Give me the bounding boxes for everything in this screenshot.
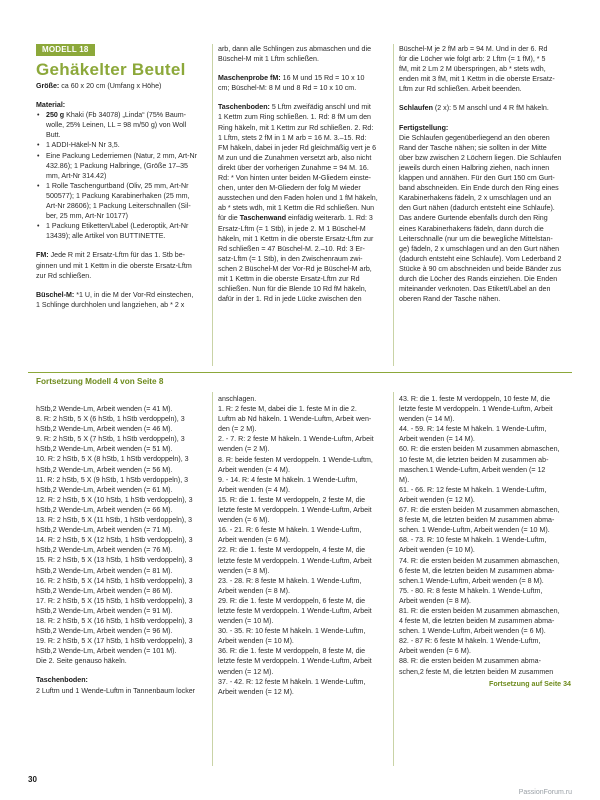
text-line: Büschel-M mit 1 Lftm schließen. <box>218 55 319 64</box>
text-line: 16. R: 2 hStb, 5 X (14 hStb, 1 hStb verdoppeln), 3 <box>36 576 193 585</box>
column-separator <box>212 392 213 766</box>
text-span: für die <box>218 214 240 223</box>
text-line: 9. - 14. R: 4 feste M häkeln. 1 Wende-Luftm, <box>218 475 358 484</box>
text-line: hStb,2 Wende-Lm, Arbeit wenden (= 51 M). <box>36 445 173 454</box>
text-line <box>36 250 208 260</box>
text-line: durch die Löcher des Rands einziehen. Die Enden <box>399 274 558 283</box>
text-line: maschen.1 Wende-Luftm, Arbeit wenden (= 12 <box>399 465 546 474</box>
text-line: enden mit 3 fM, mit 1 Kettm in die oberste Ersatz- <box>399 75 555 84</box>
text-span: 1 Lftm, stets 2 fM in 1 M arb = 16 M. 3.–15. Rd: <box>218 133 367 142</box>
bold-label: Taschenwand <box>239 214 287 223</box>
model-badge: MODELL 18 <box>36 44 95 56</box>
top-column-3 <box>399 44 571 304</box>
text-line: schen. 1 Wende-Luftm, Arbeit wenden (= 10 M). <box>399 526 550 535</box>
schlaufen-line: Schlaufen (2 x): 5 M anschl und 4 R fM häkeln. <box>399 104 549 113</box>
text-line: (dadurch entsteht eine Schlaufe). Vom Lederband 2 <box>399 254 562 263</box>
text-line: hStb,2 Wende-Lm, Arbeit wenden (= 101 M). <box>36 647 177 656</box>
text-span: Jede R mit 2 Ersatz-Lftm für das 1. Stb be- <box>48 251 186 260</box>
text-line: Büschel-M je 2 fM arb = 94 M. Und in der 6. Rd <box>399 45 548 53</box>
continuation-heading: Fortsetzung Modell 4 von Seite 8 <box>36 377 164 386</box>
text-line: letzte feste M verdoppeln. 1 Wende-Luftm, Arbeit <box>218 556 372 565</box>
text-line: 60. R: die ersten beiden M zusammen abmaschen, <box>399 445 560 454</box>
text-line <box>46 130 208 140</box>
taschenboden-paragraph <box>218 102 390 304</box>
text-line: anschlagen. <box>218 395 257 403</box>
text-line: hStb,2 Wende-Lm, Arbeit wenden (= 91 M). <box>36 606 173 615</box>
text-span: zur Rd schließen. <box>36 271 92 280</box>
taschenboden-heading: Taschenboden: <box>36 676 88 685</box>
text-line: wenden (= 12 M). <box>218 667 274 676</box>
text-line: ge) fädeln, 2 x umschlagen und an den Gurt nähen <box>399 244 560 253</box>
text-span: *1 U, in die M der Vor-Rd einstechen, <box>74 290 194 299</box>
text-line: ber, 25 mm, Art-Nr 10177) <box>46 212 129 221</box>
material-item <box>46 140 208 150</box>
text-line: Arbeit wenden (= 8 M). <box>399 596 471 605</box>
text-line: 432.86); 1 Packung Halbringe, (Größe 17–35 <box>46 161 188 170</box>
bottom-column-2 <box>218 394 390 697</box>
text-line: miteinander verknoten. Das Etikett/Label an den <box>399 285 551 294</box>
text-line: hStb,2 Wende-Lm, Arbeit wenden (= 86 M). <box>36 586 173 595</box>
fertigstellung-heading: Fertigstellung: <box>399 123 449 132</box>
page-number: 30 <box>28 775 37 784</box>
text-line: 8. R: 2 hStb, 5 X (6 hStb, 1 hStb verdoppeln), 3 <box>36 415 185 424</box>
text-line: mm, Art-Nr 314.42) <box>46 171 107 180</box>
text-line: schen.1 Wende-Luftm, Arbeit wenden (= 8 M). <box>399 576 544 585</box>
text-line: hStb,2 Wende-Lm, Arbeit wenden (= 76 M). <box>36 546 173 555</box>
text-line: M). <box>399 475 410 484</box>
text-line: 2 Luftm und 1 Wende-Luftm in Tannenbaum locker <box>36 686 196 695</box>
text-span: 1 Schlinge durchholen und langziehen, ab * 2 x <box>36 300 185 309</box>
text-line: Arbeit wenden (= 14 M). <box>399 435 475 444</box>
text-line: schen,2 feste M, die letzten beiden M zusammen <box>399 667 554 676</box>
text-line: Rd schließen = 47 Büschel-M. 2.–10. Rd: 3 Er- <box>218 244 365 253</box>
text-span: 1 Kettm zum Ring schließen. 1. Rd: 8 fM um den <box>218 113 371 122</box>
text-line: 14. R: 2 hStb, 5 X (12 hStb, 1 hStb verdoppeln), 3 <box>36 536 193 545</box>
text-line <box>218 193 390 203</box>
text-line <box>218 203 390 213</box>
material-item <box>46 181 208 221</box>
text-line: dafür in der 1. Rd in jede Lücke zwischen den <box>218 295 362 304</box>
text-line: hStb,2 Wende-Lm, Arbeit wenden (= 41 M). <box>36 405 173 413</box>
bottom-column-3 <box>399 394 571 689</box>
text-line: Arbeit wenden (= 6 M). <box>399 647 471 656</box>
text-span: cm; Büschel-M: 8 M und 8 Rd = 10 x 10 cm. <box>218 84 357 93</box>
text-line: Arbeit wenden (= 4 M). <box>218 465 290 474</box>
text-line: schließen. Nun für die Blende 10 Rd fM häkeln, <box>218 285 367 294</box>
text-line <box>46 120 208 130</box>
material-heading: Material: <box>36 101 66 110</box>
text-line: satz-Lftm (= 1 Stb), in den Zwischenraum zwi- <box>218 254 363 263</box>
text-line: • 1 ADDI-Häkel-N Nr 3,5. <box>46 141 120 150</box>
column-separator <box>393 44 394 366</box>
text-line: 61. - 66. R: 12 feste M häkeln. 1 Wende-Luftm, <box>399 485 547 494</box>
text-line: wenden (= 8 M). <box>218 566 270 575</box>
text-span: M zun und die Zunahmen versetzt arb, also nicht <box>218 153 372 162</box>
text-line: Arbeit wenden (= 4 M). <box>218 485 290 494</box>
text-line: 16. - 21. R: 6 feste M häkeln. 1 Wende-Luftm, <box>218 526 362 535</box>
maschenprobe-paragraph <box>218 73 390 93</box>
text-span: 16 M und 15 Rd = 10 x 10 <box>280 74 365 83</box>
text-line: 88. R: die ersten beiden M zusammen abma- <box>399 657 541 666</box>
text-line: 10 feste M, die letzten beiden M zusammen ab- <box>399 455 549 464</box>
text-line: 11. R: 2 hStb, 5 X (9 hStb, 1 hStb verdoppeln), 3 <box>36 475 189 484</box>
article-title: Gehäkelter Beutel <box>36 60 186 79</box>
text-line: wenden (= 14 M). <box>399 415 455 424</box>
text-line: Arbeit wenden (= 10 M). <box>218 637 294 646</box>
text-line: 68. - 73. R: 10 feste M häkeln. 1 Wende-Luftm, <box>399 536 547 545</box>
text-line <box>218 153 390 163</box>
text-line: wenden (= 10 M). <box>218 617 274 626</box>
text-line: 12. R: 2 hStb, 5 X (10 hStb, 1 hStb verdoppeln), 3 <box>36 495 193 504</box>
text-line: Art-Nr 28606); 1 Packung Leiterschnallen (Sil- <box>46 202 191 211</box>
fm-paragraph <box>36 250 208 280</box>
text-line: 36. R: die 1. feste M verdoppeln, 8 feste M, die <box>218 647 366 656</box>
text-line <box>218 123 390 133</box>
text-line: hStb,2 Wende-Lm, Arbeit wenden (= 46 M). <box>36 425 173 434</box>
top-column-2 <box>218 44 390 304</box>
material-item <box>46 221 208 241</box>
text-line: schen. 1 Wende-Luftm, Arbeit wenden (= 6 M). <box>399 627 546 636</box>
bold-label: Büschel-M: <box>36 290 75 299</box>
text-line: Karabinerhakens fädeln, 2 x umschlagen und an <box>399 194 552 203</box>
text-line: 13. R: 2 hStb, 5 X (11 hStb, 1 hStb verdoppeln), 3 <box>36 516 193 525</box>
material-item <box>46 110 208 140</box>
text-line: 15. R: die 1. feste M verdoppeln, 2 feste M, die <box>218 495 366 504</box>
text-line <box>218 183 390 193</box>
text-line: hStb,2 Wende-Lm, Arbeit wenden (= 81 M). <box>36 566 173 575</box>
text-line: für die Löcher wie folgt arb: 2 Lftm (= 1 fM), * 5 <box>399 55 546 64</box>
watermark: PassionForum.ru <box>518 789 572 796</box>
text-line: band abschneiden. Ein Ende durch den Ring eines <box>399 184 559 193</box>
text-line <box>218 102 390 112</box>
text-line: letzte feste M verdoppeln. 1 Wende-Luftm, Arbeit <box>218 506 372 515</box>
text-line <box>218 83 390 93</box>
text-line: 10. R: 2 hStb, 5 X (8 hStb, 1 hStb verdoppeln), 3 <box>36 455 189 464</box>
text-line: 9. R: 2 hStb, 5 X (7 hStb, 1 hStb verdoppeln), 3 <box>36 435 185 444</box>
text-line <box>218 112 390 122</box>
text-line <box>36 300 208 310</box>
text-line: Die 2. Seite genauso häkeln. <box>36 657 127 666</box>
text-line: 23. - 28. R: 8 feste M häkeln. 1 Wende-Luftm, <box>218 576 362 585</box>
text-line: 2. - 7. R: 2 feste M häkeln. 1 Wende-Luftm, Arbeit <box>218 435 374 444</box>
size-line: Größe: ca 60 x 20 cm (Umfang x Höhe) <box>36 82 162 90</box>
text-line: 22. R: die 1. feste M verdoppeln, 4 feste M, die <box>218 546 366 555</box>
text-line: 37. - 42. R: 12 feste M häkeln. 1 Wende-Luftm, <box>218 677 366 686</box>
text-line: 75. - 80. R: 8 feste M häkeln. 1 Wende-Luftm, <box>399 586 543 595</box>
text-span: wolle, 25% Leinen, LL = 98 m/50 g) von Woll <box>46 121 187 130</box>
text-line: • 1 Rolle Taschengurtband (Oliv, 25 mm, Art-Nr <box>46 181 189 190</box>
text-line: 500577); 1 Packung Karabinerhaken (25 mm, <box>46 191 190 200</box>
text-line <box>218 73 390 83</box>
text-line: Arbeit wenden (= 12 M). <box>399 495 475 504</box>
text-line: letzte feste M verdoppeln. 1 Wende-Luftm, Arbeit <box>218 606 372 615</box>
text-span: 5 Lftm zweifädig anschl und mit <box>269 103 371 112</box>
text-line: 15. R: 2 hStb, 5 X (13 hStb, 1 hStb verdoppeln), 3 <box>36 556 193 565</box>
text-line: 8. R: beide festen M verdoppeln. 1 Wende-Luftm, <box>218 455 373 464</box>
text-line: klappen und annähen. Für den Gurt 150 cm Gurt- <box>399 174 555 183</box>
text-line: wenden (= 2 M). <box>218 445 270 454</box>
text-line: Arbeit wenden (= 10 M). <box>399 546 475 555</box>
text-line: jeweils durch einen Halbring ziehen, nach innen <box>399 163 550 172</box>
text-line: eines Karabinerhakens fädeln, dann durch die <box>399 224 544 233</box>
text-line: • Eine Packung Lederriemen (Natur, 2 mm, Art-Nr <box>46 151 197 160</box>
text-line: mit 1 Kettm in die oberste Ersatz-Lftm zur Rd <box>218 274 360 283</box>
col2-intro <box>218 44 390 64</box>
text-line: 13439); alle Artikel von BUTTINETTE. <box>46 232 166 241</box>
text-line: den Gurt nähen (dadurch entsteht eine Schlaufe). <box>399 204 555 213</box>
text-span: FM häkeln, dabei in jeder Rd gleichmäßig vert je 6 <box>218 143 377 152</box>
text-line <box>218 163 390 173</box>
text-line: Lftm zur Rd schließen. Arbeit beenden. <box>399 85 522 94</box>
materials-list <box>36 110 208 241</box>
text-line: 8 feste M, die letzten beiden M zusammen abma- <box>399 516 555 525</box>
text-span: Khaki (Fb 34078) „Linda“ (75% Baum- <box>64 111 186 120</box>
text-line: Das andere Gurtende ebenfalls durch den Ring <box>399 214 548 223</box>
text-line: Arbeit wenden (= 8 M). <box>218 586 290 595</box>
text-line: 43. R: die 1. feste M verdoppeln, 10 feste M, die <box>399 395 551 403</box>
text-line: letzte feste M verdoppeln. 1 Wende-Luftm, Arbeit <box>218 657 372 666</box>
text-line: schen 2 Büschel-M der Vor-Rd je Büschel-M arb, <box>218 264 372 273</box>
text-span: Butt. <box>46 131 61 140</box>
text-line: Arbeit wenden (= 6 M). <box>218 536 290 545</box>
text-line <box>36 271 208 281</box>
text-line: wenden (= 6 M). <box>218 516 270 525</box>
column-separator <box>212 44 213 366</box>
text-line <box>218 133 390 143</box>
text-span: Rd: * Von hinten unter beiden M-Gliedern einste- <box>218 174 372 183</box>
text-line: Leiterschnalle (nur um die bewegliche Mittelstan- <box>399 234 553 243</box>
text-line: häkeln, mit 1 Kettm in die oberste Ersatz-Lftm zur <box>218 234 374 243</box>
text-line: hStb,2 Wende-Lm, Arbeit wenden (= 56 M). <box>36 465 173 474</box>
text-line: 6 feste M, die letzten beiden M zusammen abma- <box>399 566 555 575</box>
text-line: letzte feste M verdoppeln. 1 Wende-Luftm, Arbeit <box>399 405 553 414</box>
text-line: 81. R: die ersten beiden M zusammen abmaschen, <box>399 606 560 615</box>
text-line: 4 feste M, die letzten beiden M zusammen abma- <box>399 617 555 626</box>
text-line: 1. R: 2 feste M, dabei die 1. feste M in die 2. <box>218 405 357 414</box>
text-line <box>36 261 208 271</box>
text-line: hStb,2 Wende-Lm, Arbeit wenden (= 96 M). <box>36 627 173 636</box>
text-line <box>218 213 390 223</box>
text-span: ausstechen und den Faden holen und 1 fM häkeln, <box>218 194 378 203</box>
text-line: hStb,2 Wende-Lm, Arbeit wenden (= 66 M). <box>36 505 173 514</box>
text-span: direkt über der vorherigen Zunahme = 94 M. 16. <box>218 163 369 172</box>
text-line: 74. R: die ersten beiden M zusammen abmaschen, <box>399 556 560 565</box>
text-line: oberen Rand der Tasche nähen. <box>399 295 501 304</box>
text-line: 30. - 35. R: 10 feste M häkeln. 1 Wende-Luftm, <box>218 627 366 636</box>
text-line: 17. R: 2 hStb, 5 X (15 hStb, 1 hStb verdoppeln), 3 <box>36 596 193 605</box>
buschel-paragraph <box>36 290 208 310</box>
text-line: 18. R: 2 hStb, 5 X (16 hStb, 1 hStb verdoppeln), 3 <box>36 616 193 625</box>
text-line: hStb,2 Wende-Lm, Arbeit wenden (= 61 M). <box>36 485 173 494</box>
text-line: den (= 2 M). <box>218 425 257 434</box>
bold-label: 250 g <box>46 111 65 120</box>
text-span: ginnen und mit 1 Kettm in die oberste Ersatz-Lftm <box>36 261 192 270</box>
text-line: fM, mit 2 Lm 2 M überspringen, ab * stets wdh, <box>399 65 546 74</box>
continued-on-label: Fortsetzung auf Seite 34 <box>489 679 571 688</box>
text-line: 29. R: die 1. feste M verdoppeln, 6 feste M, die <box>218 596 366 605</box>
bold-label: FM: <box>36 251 49 260</box>
text-span: einfädig weiterarb. 1. Rd: 3 <box>286 214 373 223</box>
text-line <box>46 110 208 120</box>
text-line: arb, dann alle Schlingen zus abmaschen und die <box>218 45 372 53</box>
text-line: Luftm ab Nd häkeln. 1 Wende-Luftm, Arbeit wen- <box>218 415 372 424</box>
text-line: Ersatz-Lftm (= 1 Stb), in jede 2. M 1 Büschel-M <box>218 224 366 233</box>
text-line: 19. R: 2 hStb, 5 X (17 hStb, 1 hStb verdoppeln), 3 <box>36 637 193 646</box>
text-line: Stücke à 90 cm abschneiden und beide Bänder zus <box>399 264 562 273</box>
text-line <box>218 143 390 153</box>
text-span: chen, unter den M-Gliedern der folg M wieder <box>218 184 361 193</box>
col3-intro <box>399 44 571 94</box>
top-column-1 <box>36 44 208 310</box>
text-line: Die Schlaufen gegenüberliegend an den oberen <box>399 133 550 142</box>
column-separator <box>393 392 394 766</box>
text-line: • 1 Packung Etiketten/Label (Lederoptik, Art-Nr <box>46 222 189 231</box>
section-divider <box>28 372 572 373</box>
text-line <box>218 173 390 183</box>
text-line: über bzw zwischen 2 Löchern liegen. Die Schlaufen <box>399 153 562 162</box>
text-line: Rand der Tasche nähen; sie sollten in der Mitte <box>399 143 547 152</box>
text-line: 44. - 59. R: 14 feste M häkeln. 1 Wende-Luftm, <box>399 425 547 434</box>
fertigstellung-text <box>399 133 571 305</box>
text-span: ab * stets wdh, mit 1 Kettm die Rd schließen. Nun <box>218 204 375 213</box>
bold-label: Maschenprobe fM: <box>218 74 281 83</box>
text-line: Arbeit wenden (= 12 M). <box>218 687 294 696</box>
text-line: 82. - 87 R: 6 feste M häkeln. 1 Wende-Luftm, <box>399 637 541 646</box>
text-line: hStb,2 Wende-Lm, Arbeit wenden (= 71 M). <box>36 526 173 535</box>
text-line: 67. R: die ersten beiden M zusammen abmaschen, <box>399 506 560 515</box>
text-span: Ring häkeln, mit 1 Kettm zur Rd schließen. 2. Rd: <box>218 123 374 132</box>
bold-label: Taschenboden: <box>218 103 270 112</box>
text-line <box>36 290 208 300</box>
bottom-column-1 <box>36 404 208 696</box>
material-item <box>46 151 208 181</box>
